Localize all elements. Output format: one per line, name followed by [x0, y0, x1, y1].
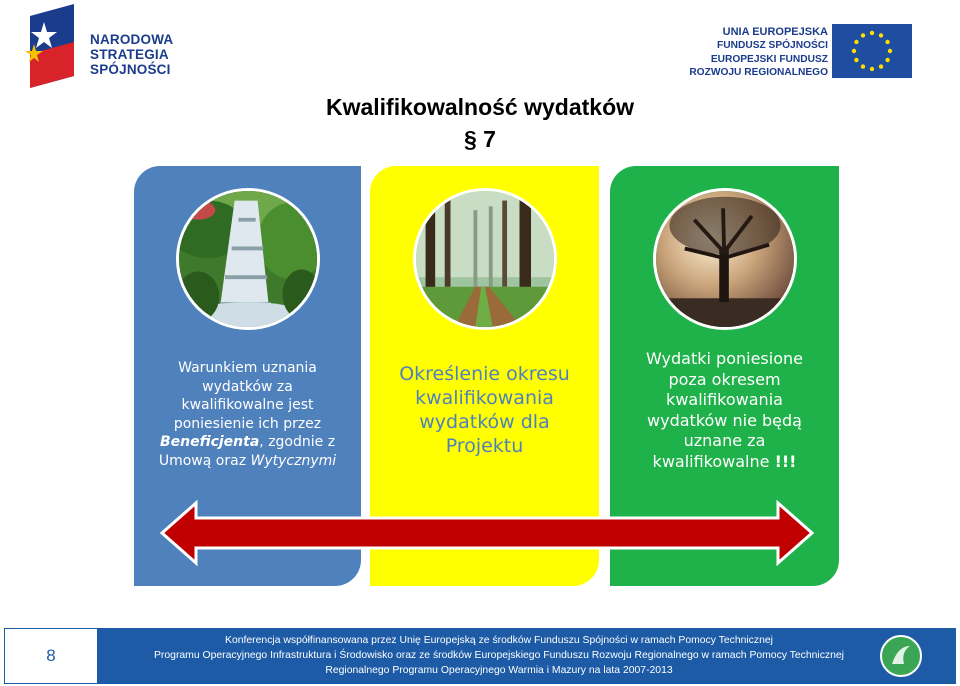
- warmia-mazury-logo-icon: [878, 634, 924, 678]
- double-arrow-icon: [160, 500, 814, 566]
- eu-logo: [676, 10, 928, 92]
- column-blue-line-start: Umową oraz: [158, 452, 251, 469]
- eu-flag-icon: [832, 24, 912, 78]
- footer-line: Regionalnego Programu Operacyjnego Warmia i Mazury na lata 2007-2013: [325, 665, 673, 676]
- nss-logo-line-2: STRATEGIA SPÓJNOŚCI: [90, 47, 171, 77]
- column-green-line: uznane za: [683, 431, 766, 450]
- column-yellow-line: Projektu: [445, 435, 524, 457]
- column-blue-line: [134, 433, 361, 452]
- column-yellow-text: [370, 362, 599, 458]
- footer-text: [104, 633, 894, 678]
- column-blue-line: wydatków za: [202, 378, 293, 395]
- eu-logo-line-2: FUNDUSZ SPÓJNOŚCI: [717, 40, 828, 52]
- page-number: 8: [4, 628, 98, 684]
- footer-line: Konferencja współfinansowana przez Unię Europejską ze środków Funduszu Spójności w ramach Pomocy Technicznej: [225, 635, 773, 646]
- footer: [4, 628, 956, 684]
- column-green-line: kwalifikowania: [666, 390, 783, 409]
- page-subtitle: § 7: [464, 126, 496, 152]
- guidelines-term: Wytycznymi: [250, 452, 337, 469]
- forest-path-photo: [413, 188, 557, 330]
- column-yellow-line: Określenie okresu: [399, 363, 570, 385]
- nss-logo: [22, 4, 252, 88]
- eu-logo-line-1: UNIA EUROPEJSKA: [722, 26, 828, 38]
- tree-sunset-photo: [653, 188, 797, 330]
- column-blue-line: poniesienie ich przez: [173, 415, 322, 432]
- exclamation-marks: !!!: [774, 451, 797, 471]
- nss-flag-mark: [22, 4, 82, 88]
- column-green-line: Wydatki poniesione: [646, 349, 803, 368]
- eu-logo-line-3: EUROPEJSKI FUNDUSZ: [710, 53, 828, 65]
- waterfall-photo: [176, 188, 320, 330]
- column-yellow-line: wydatków dla: [419, 411, 550, 433]
- column-green-last-line: kwalifikowalne: [652, 451, 775, 471]
- column-blue-text: [134, 359, 361, 471]
- column-green-text: [610, 349, 839, 472]
- column-blue-line: Warunkiem uznania: [178, 360, 317, 376]
- beneficiary-term: Beneficjenta: [159, 434, 260, 451]
- column-green-line: poza okresem: [668, 369, 781, 389]
- column-blue-line: kwalifikowalne jest: [181, 397, 314, 414]
- eu-logo-line-4: ROZWOJU REGIONALNEGO: [689, 67, 828, 79]
- column-green-line: [610, 452, 839, 473]
- nss-logo-line-1: NARODOWA: [90, 32, 174, 47]
- column-blue-line: [134, 452, 361, 471]
- page-title: Kwalifikowalność wydatków: [325, 94, 635, 120]
- column-green-line: wydatków nie będą: [647, 410, 802, 430]
- footer-line: Programu Operacyjnego Infrastruktura i Środowisko oraz ze środków Europejskiego Funduszu Rozwoju Regionalnego w ramach Pomocy Technicznej: [154, 650, 844, 661]
- nss-logo-text: [90, 32, 252, 77]
- column-yellow-line: kwalifikowania: [415, 387, 554, 409]
- column-blue-line-rest: , zgodnie z: [259, 434, 336, 451]
- eu-logo-text: [688, 26, 828, 80]
